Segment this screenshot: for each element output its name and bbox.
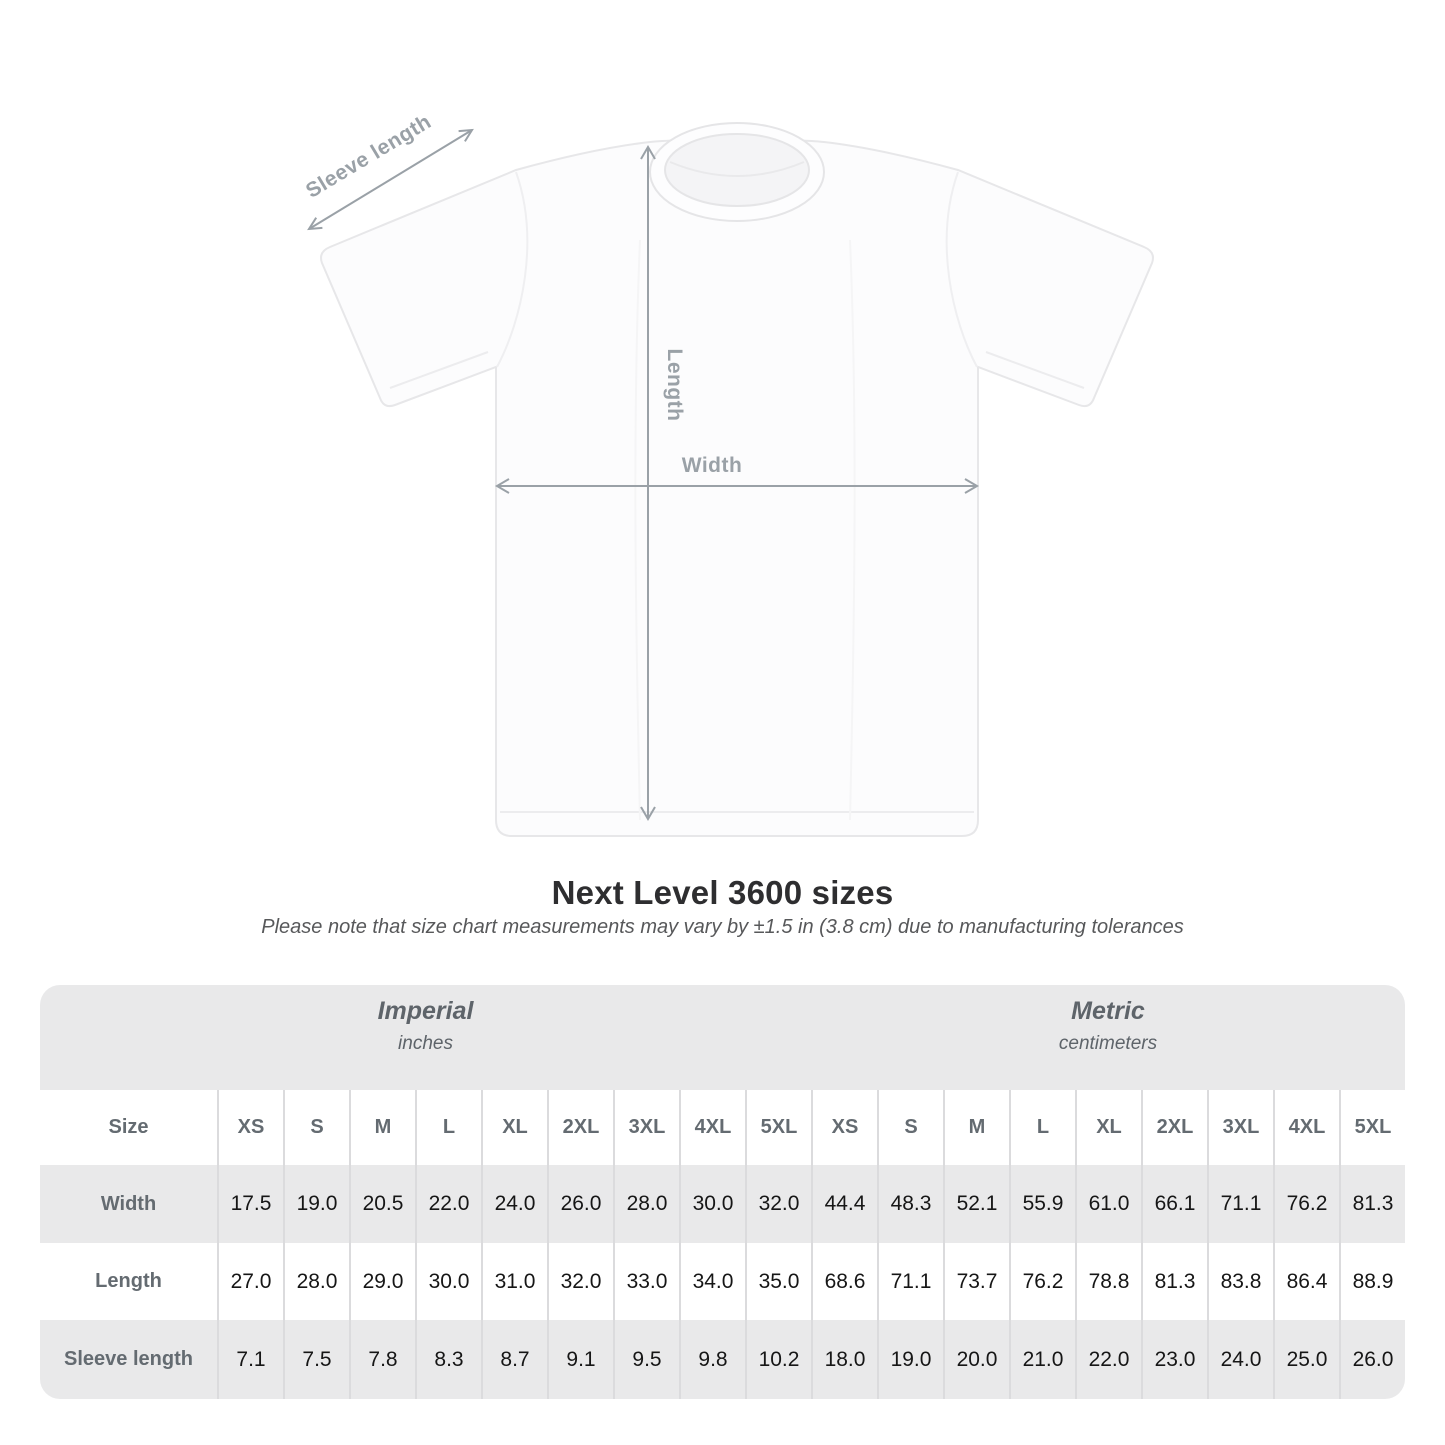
measurement-cell: 7.1 xyxy=(217,1320,283,1399)
measurement-cell: 23.0 xyxy=(1141,1320,1207,1399)
width-row-label: Width xyxy=(100,1192,157,1215)
measurement-cell: 30.0 xyxy=(415,1243,481,1320)
sleeve-row-label: Sleeve length xyxy=(64,1348,193,1370)
size-col-header: S xyxy=(877,1090,943,1165)
measurement-cell: 26.0 xyxy=(547,1165,613,1243)
size-col-header: 2XL xyxy=(1141,1090,1207,1165)
measurement-cell: 68.6 xyxy=(811,1243,877,1320)
measurement-cell: 83.8 xyxy=(1207,1243,1273,1320)
tolerance-note: Please note that size chart measurements may vary by ±1.5 in (3.8 cm) due to manufacturing tolerances xyxy=(261,916,1184,938)
size-table xyxy=(40,985,1405,1399)
measurement-cell: 26.0 xyxy=(1339,1320,1405,1399)
imperial-unit: inches xyxy=(398,1033,453,1054)
size-col-header: 3XL xyxy=(613,1090,679,1165)
measurement-cell: 55.9 xyxy=(1009,1165,1075,1243)
measurement-cell: 25.0 xyxy=(1273,1320,1339,1399)
size-col-header: L xyxy=(415,1090,481,1165)
length-label: Length xyxy=(663,348,686,422)
size-col-header: XL xyxy=(481,1090,547,1165)
measurement-cell: 9.8 xyxy=(679,1320,745,1399)
measurement-cell: 19.0 xyxy=(877,1320,943,1399)
measurement-cell: 71.1 xyxy=(1207,1165,1273,1243)
measurement-cell: 22.0 xyxy=(415,1165,481,1243)
measurement-cell: 73.7 xyxy=(943,1243,1009,1320)
tshirt-silhouette xyxy=(321,140,1153,836)
measurement-cell: 24.0 xyxy=(481,1165,547,1243)
measurement-cell: 52.1 xyxy=(943,1165,1009,1243)
measurement-cell: 27.0 xyxy=(217,1243,283,1320)
metric-header xyxy=(811,985,1405,1090)
measurement-cell: 18.0 xyxy=(811,1320,877,1399)
measurement-cell: 20.0 xyxy=(943,1320,1009,1399)
measurement-cell: 29.0 xyxy=(349,1243,415,1320)
measurement-cell: 34.0 xyxy=(679,1243,745,1320)
measurement-cell: 24.0 xyxy=(1207,1320,1273,1399)
length-row-label: Length xyxy=(95,1270,162,1292)
size-col-header: 3XL xyxy=(1207,1090,1273,1165)
size-col-header: S xyxy=(283,1090,349,1165)
measurement-cell: 7.8 xyxy=(349,1320,415,1399)
sleeve-length-row xyxy=(40,1320,1405,1399)
measurement-cell: 32.0 xyxy=(547,1243,613,1320)
page-title: Next Level 3600 sizes xyxy=(551,874,894,911)
sleeve-length-label: Sleeve length xyxy=(301,110,436,203)
measurement-cell: 61.0 xyxy=(1075,1165,1141,1243)
metric-unit: centimeters xyxy=(1058,1033,1158,1054)
measurement-cell: 22.0 xyxy=(1075,1320,1141,1399)
size-row-label: Size xyxy=(108,1116,149,1138)
size-col-header: XL xyxy=(1075,1090,1141,1165)
measurement-cell: 35.0 xyxy=(745,1243,811,1320)
measurement-cell: 7.5 xyxy=(283,1320,349,1399)
measurement-cell: 76.2 xyxy=(1009,1243,1075,1320)
width-label: Width xyxy=(681,454,743,477)
measurement-cell: 81.3 xyxy=(1339,1165,1405,1243)
measurement-cell: 21.0 xyxy=(1009,1320,1075,1399)
measurement-cell: 31.0 xyxy=(481,1243,547,1320)
measurement-cell: 20.5 xyxy=(349,1165,415,1243)
measurement-cell: 88.9 xyxy=(1339,1243,1405,1320)
size-col-header: 2XL xyxy=(547,1090,613,1165)
units-header-row xyxy=(40,985,1405,1090)
size-col-header: 5XL xyxy=(745,1090,811,1165)
measurement-cell: 19.0 xyxy=(283,1165,349,1243)
measurement-cell: 33.0 xyxy=(613,1243,679,1320)
measurement-cell: 78.8 xyxy=(1075,1243,1141,1320)
size-col-header: 4XL xyxy=(1273,1090,1339,1165)
imperial-header xyxy=(40,985,811,1090)
measurement-cell: 30.0 xyxy=(679,1165,745,1243)
size-col-header: XS xyxy=(217,1090,283,1165)
measurement-cell: 8.7 xyxy=(481,1320,547,1399)
length-row xyxy=(40,1243,1405,1320)
measurement-cell: 81.3 xyxy=(1141,1243,1207,1320)
measurement-cell: 8.3 xyxy=(415,1320,481,1399)
measurement-cell: 48.3 xyxy=(877,1165,943,1243)
size-col-header: 4XL xyxy=(679,1090,745,1165)
measurement-cell: 10.2 xyxy=(745,1320,811,1399)
size-col-header: 5XL xyxy=(1339,1090,1405,1165)
measurement-cell: 9.5 xyxy=(613,1320,679,1399)
imperial-title: Imperial xyxy=(377,997,474,1025)
metric-title: Metric xyxy=(1071,997,1145,1025)
collar-opening xyxy=(665,134,809,206)
measurement-cell: 71.1 xyxy=(877,1243,943,1320)
size-col-header: L xyxy=(1009,1090,1075,1165)
measurement-cell: 86.4 xyxy=(1273,1243,1339,1320)
measurement-cell: 9.1 xyxy=(547,1320,613,1399)
measurement-cell: 32.0 xyxy=(745,1165,811,1243)
measurement-cell: 76.2 xyxy=(1273,1165,1339,1243)
size-header-row xyxy=(40,1090,1405,1165)
measurement-cell: 28.0 xyxy=(613,1165,679,1243)
measurement-cell: 44.4 xyxy=(811,1165,877,1243)
measurement-cell: 28.0 xyxy=(283,1243,349,1320)
size-col-header: M xyxy=(943,1090,1009,1165)
width-row xyxy=(40,1165,1405,1243)
size-col-header: XS xyxy=(811,1090,877,1165)
measurement-cell: 66.1 xyxy=(1141,1165,1207,1243)
size-col-header: M xyxy=(349,1090,415,1165)
measurement-cell: 17.5 xyxy=(217,1165,283,1243)
